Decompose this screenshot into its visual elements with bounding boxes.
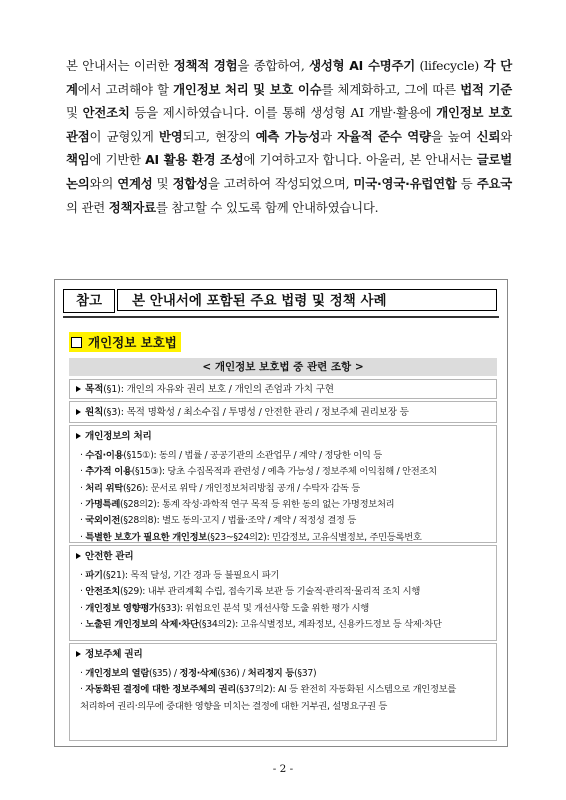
provision-item <box>80 529 422 547</box>
intro-paragraph <box>66 54 512 219</box>
reference-box-header <box>55 280 507 320</box>
emphasis-text: 처리정지 등 <box>247 668 295 679</box>
group-purpose <box>69 379 497 399</box>
emphasis-text: 자동화된 결정에 대한 정보주체의 권리 <box>85 684 236 696</box>
plain-text: · <box>80 482 86 494</box>
emphasis-text: 국외이전 <box>85 515 121 527</box>
group-heading <box>76 382 334 398</box>
provision-item <box>80 665 316 683</box>
plain-text: 의 관련 <box>66 199 109 215</box>
emphasis-text: 개인정보의 처리 <box>85 431 152 442</box>
plain-text: (§21): 목적 달성, 기간 경과 등 불필요시 파기 <box>102 570 280 581</box>
provision-item <box>80 480 360 498</box>
emphasis-text: 수집·이용 <box>85 450 124 461</box>
plain-text: (§26): 문서로 위탁 / 개인정보처리방침 공개 / 수탁자 감독 등 <box>122 482 360 494</box>
plain-text: (§28의2): 통계 작성·과학적 연구 목적 등 위한 동의 없는 가명정보처리 <box>120 498 395 510</box>
triangle-bullet-icon <box>76 553 81 559</box>
emphasis-text: 안전조치 <box>82 105 130 121</box>
emphasis-text: 목적 <box>85 384 104 395</box>
plain-text: (§15①): 동의 / 법률 / 공공기관의 소관업무 / 계약 / 정당한 이익 등 <box>123 450 382 461</box>
emphasis-text: 처리 위탁 <box>85 482 123 494</box>
emphasis-text: 노출된 개인정보의 삭제·차단 <box>85 618 199 630</box>
plain-text: 과 <box>320 128 338 144</box>
plain-text: · <box>80 515 86 527</box>
plain-text: 및 <box>66 105 83 121</box>
plain-text: 되고, 현장의 <box>182 128 256 144</box>
emphasis-text: 반영 <box>158 128 183 144</box>
plain-text: 를 참고할 수 있도록 함께 안내하였습니다. <box>155 199 379 215</box>
plain-text: · <box>80 570 86 581</box>
emphasis-text: 정합성 <box>172 175 208 191</box>
provision-item <box>80 463 437 481</box>
plain-text: (lifecycle) <box>415 58 484 73</box>
emphasis-text: 예측 가능성 <box>255 128 321 144</box>
plain-text: 을 높여 <box>430 128 477 144</box>
provision-item <box>80 496 394 514</box>
plain-text: (§34의2): 고유식별정보, 계좌정보, 신용카드정보 등 삭제·차단 <box>198 618 442 630</box>
plain-text: 본 안내서는 이러한 <box>66 58 174 73</box>
triangle-bullet-icon <box>76 386 81 392</box>
plain-text: (§37) <box>294 668 317 679</box>
emphasis-text: 주요국 <box>476 175 513 191</box>
emphasis-text: 가명특례 <box>85 498 121 510</box>
section-title <box>69 332 181 352</box>
plain-text: · <box>80 684 86 696</box>
plain-text: 등을 제시하였습니다. 이를 통해 생성형 AI 개발·활용에 <box>129 105 437 121</box>
plain-text: 에서 고려해야 할 <box>77 81 174 97</box>
emphasis-text: 연계성 <box>117 175 153 191</box>
plain-text: 와의 <box>89 175 118 191</box>
emphasis-text: 정정·삭제 <box>179 668 218 679</box>
triangle-bullet-icon <box>76 409 81 415</box>
emphasis-text: 원칙 <box>85 407 104 418</box>
plain-text: · <box>80 602 86 614</box>
plain-text: (§37의2): AI 등 완전히 자동화된 시스템으로 개인정보를 <box>235 684 457 696</box>
plain-text: (§15③): 당초 수집목적과 관련성 / 예측 가능성 / 정보주체 이익침해 / 안전조치 <box>131 466 437 478</box>
plain-text: (§35) / <box>149 668 180 679</box>
provision-item <box>80 583 420 601</box>
group-processing <box>69 425 497 543</box>
group-heading <box>76 429 152 445</box>
reference-box <box>54 279 508 747</box>
triangle-bullet-icon <box>76 651 81 657</box>
section-title-text: 개인정보 보호법 <box>88 335 177 350</box>
group-principles <box>69 401 497 423</box>
reference-label: 참고 <box>63 289 115 313</box>
plain-text: · <box>80 668 86 679</box>
plain-text: · <box>80 531 86 543</box>
plain-text: · <box>80 498 86 510</box>
plain-text: · <box>80 466 86 478</box>
plain-text: 를 체계화하고, 그에 따른 <box>321 81 461 97</box>
provision-item <box>80 681 456 699</box>
plain-text: · <box>80 586 86 598</box>
plain-text: (§29): 내부 관리계획 수립, 접속기록 보관 등 기술적·관리적·물리적 조치 시행 <box>120 586 421 598</box>
plain-text: 을 종합하여, <box>237 58 310 73</box>
emphasis-text: 안전조치 <box>85 586 121 598</box>
emphasis-text: 개인정보 보호 관점 <box>66 105 512 144</box>
group-heading <box>76 647 143 663</box>
plain-text: 및 <box>152 175 173 191</box>
reference-title: 본 안내서에 포함된 주요 법령 및 정책 사례 <box>117 289 497 311</box>
emphasis-text: 파기 <box>85 570 103 581</box>
emphasis-text: 생성형 AI 수명주기 <box>309 58 416 73</box>
checkbox-square-icon <box>71 337 82 348</box>
provision-item <box>80 600 369 618</box>
plain-text: (§1): 개인의 자유와 권리 보호 / 개인의 존엄과 가치 구현 <box>103 384 334 395</box>
emphasis-text: 신뢰 <box>476 128 501 144</box>
emphasis-text: 정책자료 <box>108 199 156 215</box>
emphasis-text: 개인정보 영향평가 <box>85 602 158 614</box>
plain-text: (§23~§24의2): 민감정보, 고유식별정보, 주민등록번호 <box>206 531 422 543</box>
group-heading <box>76 549 133 565</box>
plain-text: 이 균형있게 <box>89 128 159 144</box>
emphasis-text: 자율적 준수 역량 <box>337 128 431 144</box>
emphasis-text: 미국·영국·유럽연합 <box>353 175 457 191</box>
emphasis-text: AI 활용 환경 조성 <box>145 152 244 168</box>
plain-text: (§36) / <box>217 668 248 679</box>
plain-text: 에 기여하고자 합니다. 아울러, 본 안내서는 <box>243 152 477 168</box>
plain-text: 처리하여 권리·의무에 중대한 영향을 미치는 결정에 대한 거부권, 설명요구권 등 <box>80 700 387 712</box>
emphasis-text: 정책적 경험 <box>173 58 238 73</box>
emphasis-text: 각 단계 <box>66 58 512 97</box>
plain-text: (§28의8): 별도 동의·고지 / 법률·조약 / 계약 / 적정성 결정 등 <box>120 515 357 527</box>
header-divider <box>63 316 499 318</box>
provision-item <box>80 567 279 585</box>
law-caption: < 개인정보 보호법 중 관련 조항 > <box>69 358 497 376</box>
plain-text: 등 <box>456 175 477 191</box>
plain-text: · <box>80 450 86 461</box>
emphasis-text: 안전한 관리 <box>85 551 134 562</box>
emphasis-text: 글로벌 논의 <box>66 152 512 191</box>
group-data-subject-rights <box>69 643 497 741</box>
group-safe-management <box>69 545 497 641</box>
plain-text: · <box>80 618 86 630</box>
emphasis-text: 추가적 이용 <box>85 466 132 478</box>
plain-text: 와 <box>500 128 512 144</box>
plain-text: (§3): 목적 명확성 / 최소수집 / 투명성 / 안전한 관리 / 정보주체 권리보장 등 <box>103 407 409 418</box>
emphasis-text: 특별한 보호가 필요한 개인정보 <box>85 531 207 543</box>
emphasis-text: 개인정보 처리 및 보호 이슈 <box>173 81 322 97</box>
emphasis-text: 개인정보의 열람 <box>85 668 150 679</box>
emphasis-text: 법적 기준 <box>460 81 513 97</box>
provision-item <box>80 698 387 716</box>
plain-text: 을 고려하여 작성되었으며, <box>207 175 354 191</box>
provision-item <box>80 447 382 465</box>
page-number: - 2 - <box>272 763 294 775</box>
plain-text: (§33): 위험요인 분석 및 개선사항 도출 위한 평가 시행 <box>157 602 369 614</box>
triangle-bullet-icon <box>76 433 81 439</box>
emphasis-text: 책임 <box>66 152 90 168</box>
provision-item <box>80 616 442 634</box>
group-heading <box>76 405 409 421</box>
plain-text: 에 기반한 <box>89 152 146 168</box>
emphasis-text: 정보주체 권리 <box>85 649 143 660</box>
provision-item <box>80 512 356 530</box>
